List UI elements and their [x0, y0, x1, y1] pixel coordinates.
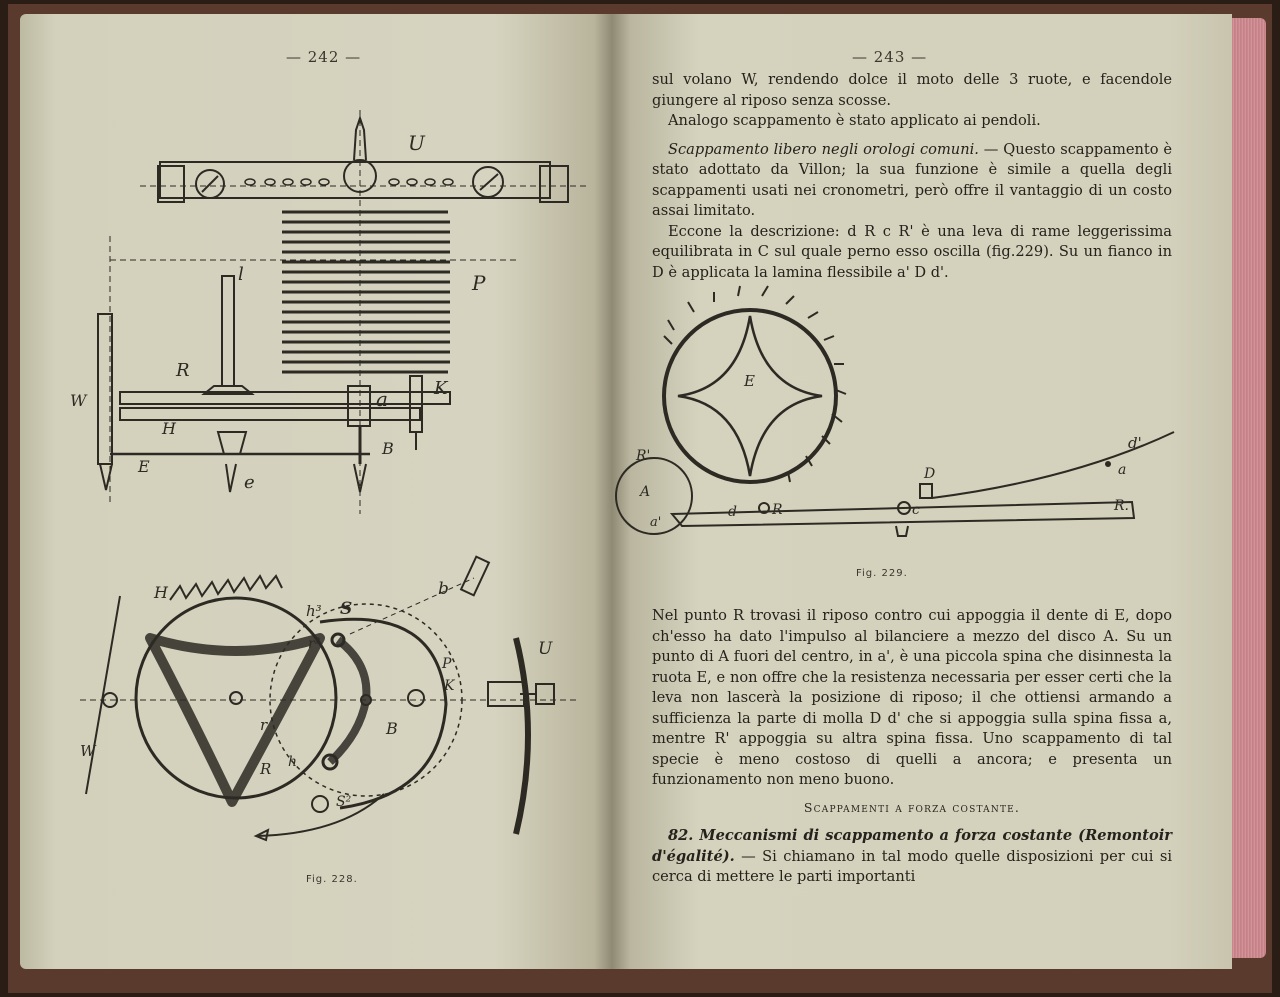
- figure-228-caption: Fig. 228.: [306, 874, 358, 885]
- paragraph-4: Eccone la descrizione: d R c R' è una leva di rame leggerissima equilibrata in C sul quale perno esso oscilla (fig.229). Su un fianco in D è applicata la lamina flessibile a' D d'.: [652, 222, 1172, 281]
- label-P: P: [472, 271, 486, 295]
- paragraph-6-bold: 82. Meccanismi di scappamento a forza costante (Remontoir d'égalité).: [652, 827, 1172, 865]
- fig229-label-R-end: R.: [1114, 498, 1129, 514]
- paragraph-volano: [652, 70, 1172, 283]
- label-H: H: [162, 419, 176, 438]
- left-page: [20, 14, 612, 969]
- lower-label-h: h: [288, 754, 298, 770]
- fig229-label-d-prime: d': [1128, 434, 1142, 452]
- paragraph-3: [652, 140, 1172, 222]
- paragraph-6: [652, 826, 1172, 888]
- paragraph-2: Analogo scappamento è stato applicato ai pendoli.: [668, 112, 1041, 129]
- lower-label-H: H: [154, 583, 168, 602]
- open-book: [8, 4, 1272, 993]
- right-page: [612, 14, 1232, 969]
- figure-229-caption: Fig. 229.: [856, 568, 908, 579]
- section-heading: Scappamenti a forza costante.: [803, 800, 1021, 815]
- paragraph-6-text: — Si chiamano in tal modo quelle disposizioni per cui si cerca di mettere le parti importanti: [652, 847, 1172, 885]
- fig229-label-c: c: [912, 502, 920, 518]
- page-edges: [1232, 18, 1266, 958]
- lower-label-S: S: [340, 599, 353, 619]
- label-B: B: [382, 439, 394, 458]
- lower-label-r2: r²: [308, 636, 321, 652]
- paragraph-82: [652, 826, 1172, 888]
- paragraph-1: sul volano W, rendendo dolce il moto delle 3 ruote, e facendole giungere al riposo senza scosse.: [652, 71, 1172, 109]
- label-K: K: [434, 378, 448, 399]
- paragraph-riposo: [652, 606, 1172, 791]
- lower-label-P: P: [442, 656, 452, 672]
- fig229-label-R: R: [772, 502, 783, 518]
- figure-228-lower-diagram: [20, 534, 612, 894]
- lower-label-K: K: [444, 678, 455, 694]
- lower-label-h3: h³: [306, 602, 322, 620]
- figure-229-diagram: [612, 284, 1232, 564]
- paragraph-3-italic: Scappamento libero negli orologi comuni.: [668, 140, 979, 158]
- label-U: U: [408, 131, 425, 155]
- paragraph-5: Nel punto R trovasi il riposo contro cui appoggia il dente di E, dopo ch'esso ha dato l'impulso al bilanciere a mezzo del disco A. Su un punto di A fuori del centro, in a', è una piccola spina che disinnesta la ruota E, e non offre che la resistenza necessaria per esser certi che la leva non lascerà la posizione di riposo; il che ottiensi armando a sufficienza la parte di molla D d' che si appoggia sulla spina fissa a, mentre R' appoggia su altra spina fissa. Uno scappamento di tal specie è meno costoso di quelli a ancora; e presenta un funzionamento non meno buono.: [652, 607, 1172, 788]
- paragraph-3-text: — Questo scappamento è stato adottato da Villon; la sua funzione è simile a quella degli scappamenti usati nei cronometri, però offre il vantaggio di un costo assai limitato.: [652, 140, 1172, 219]
- fig229-label-R-prime: R': [636, 448, 651, 464]
- page-number-right: — 243 —: [852, 48, 928, 66]
- fig229-label-d: d: [728, 504, 737, 520]
- page-number-left: — 242 —: [286, 48, 362, 66]
- label-a: a: [376, 387, 388, 411]
- fig229-label-a: a: [1118, 462, 1127, 478]
- fig229-label-A: A: [640, 484, 651, 500]
- label-E: E: [138, 457, 150, 476]
- lower-label-b: b: [438, 579, 449, 599]
- lower-label-S2: S²: [336, 794, 352, 810]
- lower-label-W: W: [80, 742, 96, 760]
- label-W: W: [70, 391, 87, 410]
- lower-label-U: U: [538, 639, 553, 659]
- fig229-label-E: E: [744, 372, 755, 390]
- lower-label-r: r: [260, 716, 268, 734]
- lower-label-B: B: [386, 719, 398, 738]
- label-e: e: [244, 472, 255, 493]
- figure-228-upper-diagram: [20, 14, 612, 534]
- label-l: l: [238, 264, 244, 285]
- fig229-label-a-prime: a': [650, 515, 662, 530]
- label-R: R: [176, 360, 190, 381]
- lower-label-R: R: [260, 760, 272, 778]
- fig229-label-D: D: [924, 466, 936, 482]
